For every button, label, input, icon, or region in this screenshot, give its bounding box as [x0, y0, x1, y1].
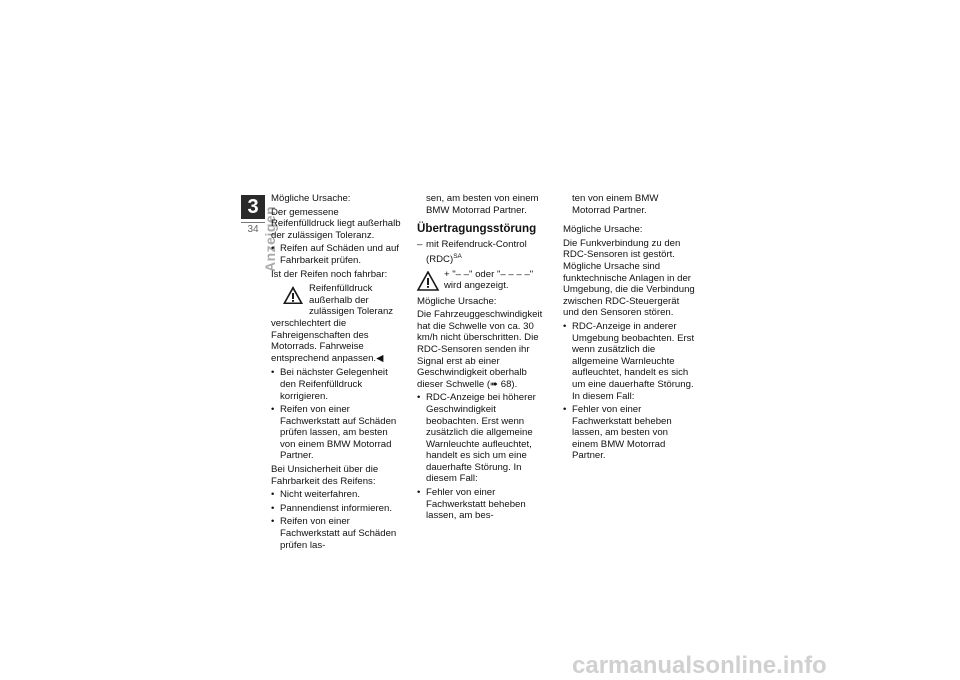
list-item: • Reifen auf Schäden und auf Fahrbarkeit prüfen.	[271, 243, 403, 266]
list-item: • Fehler von einer Fachwerkstatt beheben lassen, am besten von einem BMW Motorrad Partner.	[563, 404, 695, 462]
cause-text: Die Fahrzeuggeschwindigkeit hat die Schwelle von ca. 30 km/h nicht überschritten. Die RDC-Sensoren senden ihr Signal erst ab einer Geschwindigkeit oberhalb dieser Schwelle (➠ 68).	[417, 309, 543, 390]
cause-text: Der gemessene Reifenfülldruck liegt außerhalb der zulässigen Toleranz.	[271, 206, 401, 241]
cause-label: Mögliche Ursache:	[271, 193, 351, 204]
chapter-title: Anzeigen	[262, 205, 278, 272]
list-item: • Reifen von einer Fachwerkstatt auf Schäden prüfen lassen, am besten von einem BMW Motorrad Partner.	[271, 404, 403, 462]
section-heading: Übertragungsstörung	[417, 222, 537, 236]
column-3	[563, 193, 695, 464]
equipment-superscript: SA	[453, 252, 462, 260]
list-item: • RDC-Anzeige bei höherer Geschwindigkeit beobachten. Erst wenn zusätzlich die allgemeine Warnleuchte aufleuchtet, handelt es sich um eine dauerhafte Störung. In diesem Fall:	[417, 392, 549, 485]
list-item: • Reifen von einer Fachwerkstatt auf Schäden prüfen las-	[271, 516, 403, 551]
warning-triangle-icon	[282, 285, 304, 305]
list-item-continued: ten von einem BMW Motorrad Partner.	[572, 193, 659, 216]
column-2	[417, 193, 549, 524]
paragraph: Ist der Reifen noch fahrbar:	[271, 268, 388, 280]
list-item: • Fehler von einer Fachwerkstatt beheben lassen, am bes-	[417, 487, 549, 522]
list-item-continued: sen, am besten von einem BMW Motorrad Partner.	[426, 193, 539, 216]
warning-block	[271, 283, 403, 364]
warning-text: + "– –" oder "– – – –" wird angezeigt.	[444, 268, 534, 292]
cause-label: Mögliche Ursache:	[563, 224, 643, 236]
cause-label: Mögliche Ursache:	[417, 295, 497, 307]
paragraph: Bei Unsicherheit über die Fahrbarkeit des Reifens:	[271, 464, 379, 487]
page-number: 34	[247, 224, 259, 235]
list-item: • Pannendienst informieren.	[271, 503, 403, 515]
warning-text: Reifenfülldruck außerhalb der zulässigen Toleranz verschlechtert die Fahreigenschaften des Motorrads. Fahrweise entsprechend anpassen.◀	[271, 283, 394, 364]
warning-block	[417, 269, 549, 293]
column-1	[271, 193, 403, 553]
list-item: • Nicht weiterfahren.	[271, 489, 403, 501]
watermark: carmanualsonline.info	[572, 652, 827, 679]
cause-text: Die Funkverbindung zu den RDC-Sensoren ist gestört. Mögliche Ursache sind funktechnische Anlagen in der Umgebung, die die Verbindung zwischen RDC-Steuergerät und den Sensoren stören.	[563, 237, 695, 319]
list-item: • RDC-Anzeige in anderer Umgebung beobachten. Erst wenn zusätzlich die allgemeine Warnleuchte aufleuchtet, handelt es sich um eine dauerhafte Störung. In diesem Fall:	[563, 321, 695, 402]
warning-triangle-icon	[417, 271, 439, 291]
chapter-number: 3	[241, 195, 265, 219]
equipment-note	[417, 239, 549, 265]
list-item: • Bei nächster Gelegenheit den Reifenfülldruck korrigieren.	[271, 367, 403, 402]
equipment-text: mit Reifendruck-Control (RDC)	[426, 239, 527, 265]
